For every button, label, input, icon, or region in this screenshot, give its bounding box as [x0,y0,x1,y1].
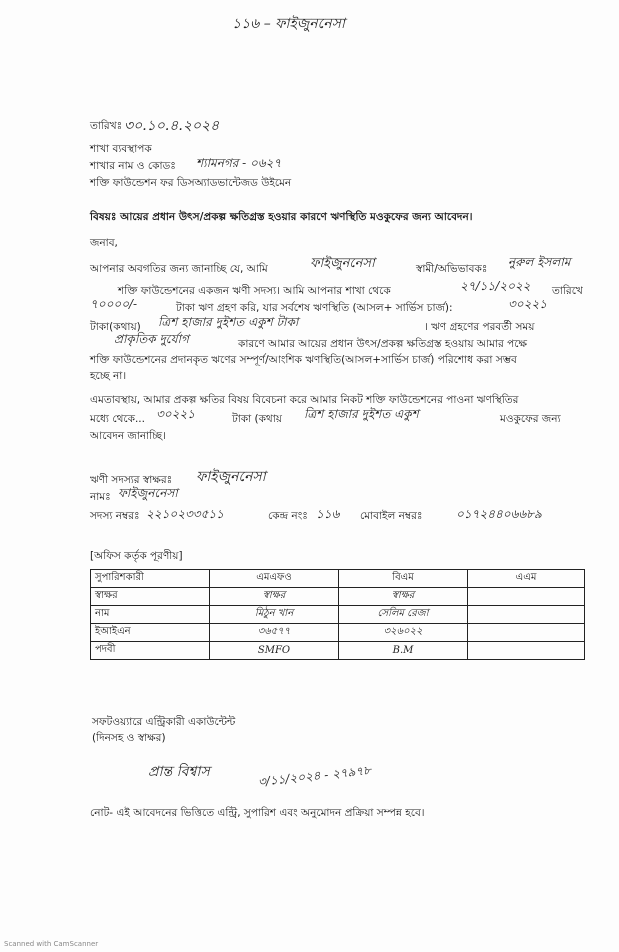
body-text-8: এমতাবস্থায়, আমার প্রকল্প ক্ষতির বিষয় বিবেচনা করে আমার নিকট শক্তি ফাউন্ডেশনের পাওনা ঋণস্থিতির [90,394,519,406]
table-cell: নাম [91,606,210,624]
table-header: এএম [468,570,585,588]
recipient-line-2: শাখার নাম ও কোডঃ [90,160,176,172]
recipient-line-3: শক্তি ফাউন্ডেশন ফর ডিসঅ্যাডভান্টেজড উইমেন [90,177,292,189]
table-cell: সেলিম রেজা [339,606,468,624]
date-label: তারিখঃ [90,120,123,132]
table-header-row [91,570,585,588]
office-use-label: [অফিস কর্তৃক পূরণীয়] [90,550,183,562]
table-header: বিএম [339,570,468,588]
subject: বিষয়ঃ আয়ের প্রধান উৎস/প্রকল্প ক্ষতিগ্রস্ত হওয়ার কারণে ঋণস্থিতি মওকুফের জন্য আবেদন। [90,211,473,223]
borrower-signature-label: ঋণী সদস্যর স্বাক্ষরঃ [90,474,173,486]
body-text-5a: কারণে আমার আয়ের প্রধান উৎস/প্রকল্প ক্ষতিগ্রস্ত হওয়ায় আমার পক্ষে [238,338,527,350]
body-text-4a: টাকা(কথায়) [90,321,141,333]
body-text-9b: টাকা (কথায় [232,413,282,425]
borrower-name-label: নামঃ [90,491,111,503]
accountant-date: ৩/১১/২০২৪ - ২৭৯৭৮ [257,763,372,789]
table-header: এমএফও [210,570,339,588]
table-cell: B.M [339,642,468,660]
loan-balance: ৩০২২১ [508,297,547,311]
loan-amount: ৭০০০০/- [90,297,138,311]
table-header: সুপারিশকারী [91,570,210,588]
body-text-1b: স্বামী/অভিভাবকঃ [416,263,488,275]
table-row [91,624,585,642]
branch-value: শ্যামনগর - ০৬২৭ [196,156,282,170]
body-text-9a: মধ্যে থেকে... [90,413,145,425]
waiver-amount: ৩০২২১ [156,407,195,421]
recipient-line-1: শাখা ব্যবস্থাপক [90,143,152,155]
software-entry-label: সফটওয়্যারে এন্ট্রিকারী একাউন্টেন্ট [92,716,236,728]
table-row [91,606,585,624]
member-number-label: সদস্য নম্বরঃ [90,510,140,522]
salutation: জনাব, [90,237,118,249]
balance-in-words: ত্রিশ হাজার দুইশত একুশ টাকা [158,315,299,329]
table-cell [468,624,585,642]
applicant-name: ফাইজুননেসা [310,256,375,271]
table-cell: স্বাক্ষর [91,588,210,606]
software-entry-sublabel: (দিনসহ ও স্বাক্ষর) [92,732,166,744]
member-number: ২২১০২৩৩৫১১ [146,507,224,521]
table-row [91,642,585,660]
scanner-watermark: Scanned with CamScanner [4,940,99,948]
borrower-name: ফাইজুননেসা [118,486,178,500]
body-text-6: শক্তি ফাউন্ডেশনের প্রদানকৃত ঋণের সম্পূর্ণ/আংশিক ঋণস্থিতি(আসল+সার্ভিস চার্জ) পরিশোধ করা সম্ভব [90,354,517,366]
table-cell: SMFO [210,642,339,660]
table-cell: ইআইএন [91,624,210,642]
date-value: ৩০.১০.৪.২০২৪ [124,118,220,134]
body-text-1a: আপনার অবগতির জন্য জানাচ্ছি যে, আমি [90,263,268,275]
body-text-2b: তারিখে [552,285,583,297]
table-cell: পদবী [91,642,210,660]
center-number-label: কেন্দ্র নংঃ [268,510,308,522]
body-text-4b: । ঋণ গ্রহণের পরবর্তী সময় [424,321,535,333]
accountant-name: প্রান্ত বিশ্বাস [148,764,210,780]
loan-date: ২৭/১১/২০২২ [460,279,531,293]
table-cell: ৩২৬০২২ [339,624,468,642]
body-text-10: আবেদন জানাচ্ছি। [90,430,166,442]
center-number: ১১৬ [316,507,340,521]
footer-note: নোট- এই আবেদনের ভিত্তিতে এন্ট্রি, সুপারিশ এবং অনুমোদন প্রক্রিয়া সম্পন্ন হবে। [90,807,425,819]
body-text-9c: মওকুফের জন্য [500,413,561,425]
body-text-2a: শক্তি ফাউন্ডেশনের একজন ঋণী সদস্য। আমি আপনার শাখা থেকে [118,285,391,297]
table-cell: স্বাক্ষর [210,588,339,606]
borrower-signature: ফাইজুননেসা [196,469,266,485]
table-cell: ৩৬৫৭৭ [210,624,339,642]
mobile-number-label: মোবাইল নম্বরঃ [360,510,423,522]
table-row [91,588,585,606]
body-text-3a: টাকা ঋণ গ্রহণ করি, যার সর্বশেষ ঋণস্থিতি (আসল+ সার্ভিস চার্জ): [176,302,453,314]
guardian-name: নুরুল ইসলাম [508,255,571,269]
table-cell [468,588,585,606]
table-cell [468,606,585,624]
office-recommendation-table [90,569,585,660]
table-cell: মিঠুন খান [210,606,339,624]
mobile-number: ০১৭২৪৪০৬৬৮৯ [456,507,542,521]
waiver-in-words: ত্রিশ হাজার দুইশত একুশ [304,407,419,421]
table-cell: স্বাক্ষর [339,588,468,606]
top-handwritten-note: ১১৬ – ফাইজুননেসা [232,16,345,32]
body-text-7: হচ্ছে না। [90,370,127,382]
damage-reason: প্রাকৃতিক দুর্যোগ [114,332,189,346]
table-cell [468,642,585,660]
